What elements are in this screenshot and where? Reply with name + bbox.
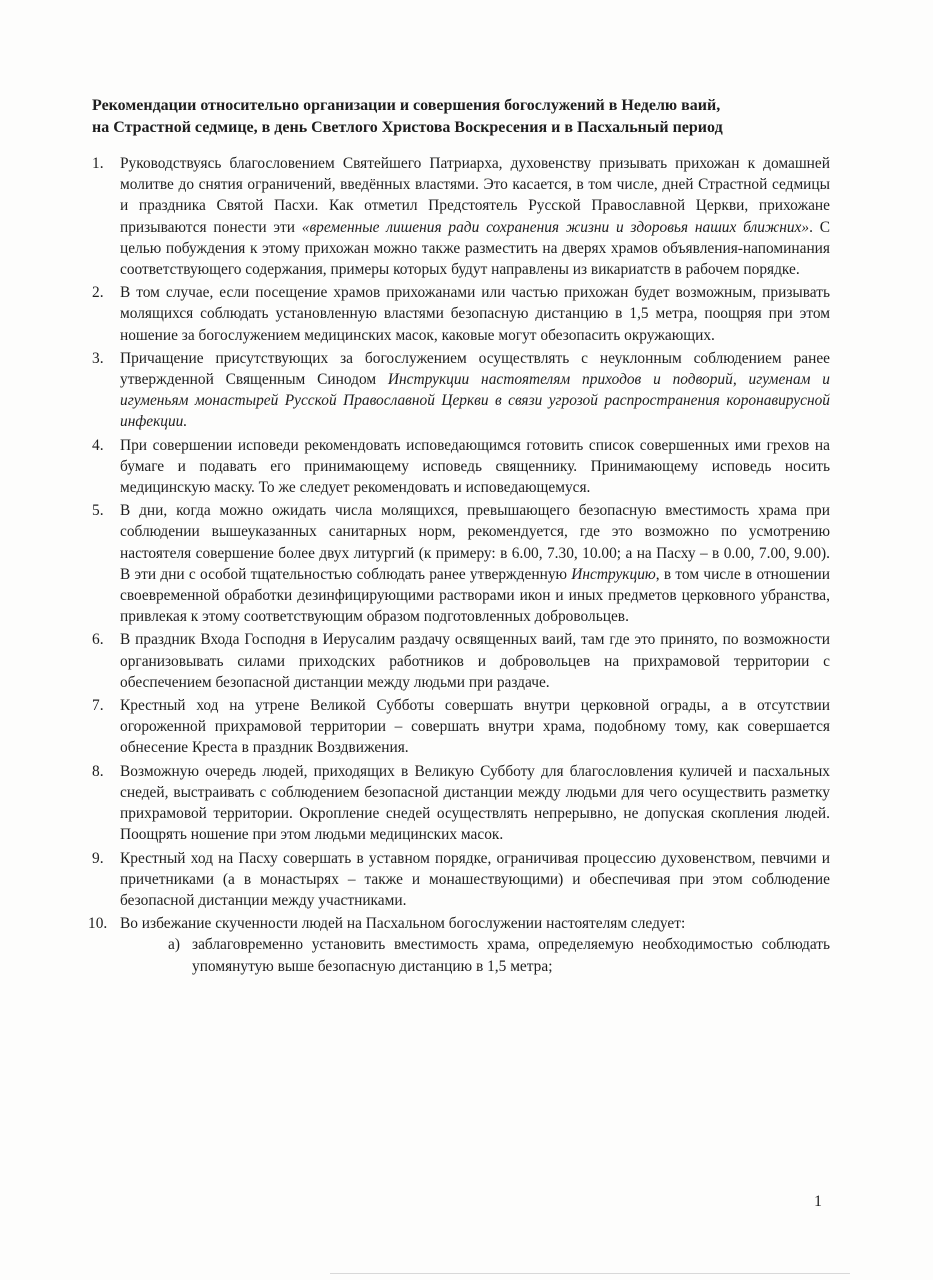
list-item: [92, 629, 830, 693]
item-text: В праздник Входа Господня в Иерусалим раздачу освященных ваий, там где это принято, по возможности организовывать силами приходских работников и добровольцев на прихрамовой территории с обеспечением безопасной дистанции между людьми при раздаче.: [120, 631, 830, 691]
item-text: Руководствуясь благословением Святейшего Патриарха, духовенству призывать прихожан к домашней молитве до снятия ограничений, введённых властями. Это касается, в том числе, дней Страстной седмицы и праздника Святой Пасхи. Как отметил Предстоятель Русской Православной Церкви, прихожане призываются понести эти: [120, 155, 830, 236]
item-instruction-ref: Инструкцию: [571, 565, 656, 583]
item-instruction-title: Инструкции настоятелям приходов и подворий, игуменам и игуменьям монастырей Русской Православной Церкви в связи угрозой распространения коронавирусной инфекции.: [120, 371, 830, 431]
document-title-line-2: на Страстной седмице, в день Светлого Христова Воскресения и в Пасхальный период: [92, 119, 723, 136]
item-number: 5.: [92, 502, 104, 520]
list-item: [92, 695, 830, 759]
item-text: В том случае, если посещение храмов прихожанами или частью прихожан будет возможным, призывать молящихся соблюдать установленную властями безопасную дистанцию в 1,5 метра, поощряя при этом ношение за богослужением медицинских масок, каковые могут обезопасить окружающих.: [120, 284, 830, 344]
item-number: 8.: [92, 762, 104, 780]
list-item: [88, 913, 830, 977]
item-text: Возможную очередь людей, приходящих в Великую Субботу для благословления куличей и пасхальных снедей, выстраивать с соблюдением безопасной дистанции между людьми для чего осуществить разметку прихрамовой территории. Окропление снедей осуществлять непрерывно, не допуская скопления людей. Поощрять ношение при этом людьми медицинских масок.: [120, 762, 830, 844]
item-number: 6.: [92, 631, 104, 649]
item-number: 9.: [92, 849, 104, 867]
item-text: В дни, когда можно ожидать числа молящихся, превышающего безопасную вместимость храма при соблюдении вышеуказанных санитарных норм, рекомендуется, где это возможно по усмотрению настоятеля совершение более двух литургий (к примеру: в 6.00, 7.30, 10.00; а на Пасху – в 0.00, 7.00, 9.00). В эти дни с особой тщательностью соблюдать ранее утвержденную: [120, 502, 830, 583]
list-item: [92, 153, 830, 280]
item-text: Крестный ход на утрене Великой Субботы совершать внутри церковной ограды, а в отсутствии огороженной прихрамовой территории – совершать внутри храма, подобному тому, как совершается обнесение Креста в праздник Воздвижения.: [120, 697, 830, 757]
item-text: Во избежание скученности людей на Пасхальном богослужении настоятелям следует:: [120, 915, 686, 933]
item-text-continued: . С целью побуждения к этому прихожан можно также разместить на дверях храмов объявления-напоминания соответствующего содержания, примеры которых будут направлены из викариатств в рабочем порядке.: [120, 218, 830, 279]
recommendations-list: [88, 153, 830, 977]
item-text: Причащение присутствующих за богослужением осуществлять с неуклонным соблюдением ранее утвержденной Священным Синодом: [120, 349, 830, 389]
document-body: [88, 95, 830, 979]
item-number: 7.: [92, 697, 104, 715]
document-title-line-1: Рекомендации относительно организации и совершения богослужений в Неделю ваий,: [92, 97, 721, 114]
item-text: При совершении исповеди рекомендовать исповедающимся готовить список совершенных ими грехов на бумаге и подавать его принимающему исповедь священнику. Принимающему исповедь носить медицинскую маску. То же следует рекомендовать и исповедающемуся.: [120, 436, 830, 497]
list-item: [92, 500, 830, 627]
list-item: [92, 761, 830, 846]
list-item: [92, 435, 830, 499]
item-number: 4.: [92, 436, 104, 454]
document-title: [92, 95, 830, 139]
list-item: [92, 282, 830, 346]
item-quote: «временные лишения ради сохранения жизни и здоровья наших ближних»: [301, 218, 810, 236]
sub-item-letter: а): [168, 936, 180, 954]
scan-edge-divider: [330, 1273, 850, 1274]
item-number: 2.: [92, 284, 104, 302]
list-item: [92, 348, 830, 433]
item-number: 3.: [92, 349, 104, 367]
sub-list-item: [168, 934, 830, 976]
item-text: Крестный ход на Пасху совершать в уставном порядке, ограничивая процессию духовенством, певчими и причетниками (а в монастырях – также и монашествующими) и обеспечивая при этом соблюдение безопасной дистанции между участниками.: [120, 849, 830, 909]
item-text-continued: , в том числе в отношении своевременной обработки дезинфицирующими растворами икон и иных предметов церковного убранства, привлекая к этому соответствующим образом подготовленных добровольцев.: [120, 565, 830, 626]
item-number: 1.: [92, 155, 104, 172]
sub-list: [120, 934, 830, 976]
list-item: [92, 848, 830, 912]
item-number: 10.: [88, 915, 108, 933]
sub-item-text: заблаговременно установить вместимость храма, определяемую необходимостью соблюдать упомянутую выше безопасную дистанцию в 1,5 метра;: [192, 936, 830, 975]
page-number: 1: [814, 1193, 822, 1210]
